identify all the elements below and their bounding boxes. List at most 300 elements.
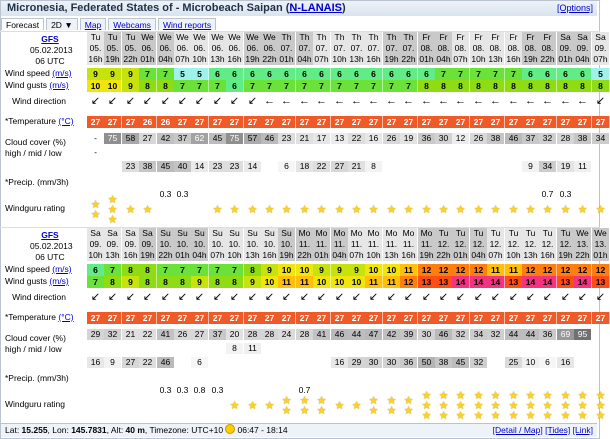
star-icon: ★	[473, 204, 484, 216]
hour-cell: 19h	[419, 250, 434, 260]
star-icon: ★	[595, 400, 606, 412]
star-icon: ★	[90, 199, 101, 211]
detail-map-link[interactable]: [Detail / Map]	[492, 425, 543, 435]
temperature-cell: 27	[592, 116, 610, 128]
hour-cell: 22h	[158, 250, 173, 260]
date-cell: 12.	[487, 239, 504, 250]
date-cell: 12.	[452, 239, 469, 250]
cloud-cover-cell: 37	[209, 329, 226, 340]
wind-speed-cell: 10	[383, 264, 401, 276]
wind-speed-cell: 10	[296, 264, 314, 276]
wind-gust-cell: 11	[278, 276, 296, 288]
rating-stars	[139, 205, 156, 215]
star-icon: ★	[542, 390, 553, 402]
date-cell: 12.	[470, 239, 487, 250]
cloud-cover-cell: 23	[278, 133, 295, 144]
wind-direction-arrow-icon: ←	[316, 95, 327, 107]
wind-speed-cell: 7	[470, 68, 488, 80]
wind-gust-cell: 8	[157, 276, 175, 288]
day-cell: Su	[226, 228, 243, 239]
wind-direction-arrow-icon: ↙	[595, 291, 606, 303]
day-cell: We	[191, 32, 208, 43]
date-cell: 06.	[157, 43, 174, 54]
wind-gust-cell: 7	[313, 80, 331, 92]
cloud-cover-cell: 11	[574, 161, 591, 172]
wind-gust-cell: 7	[278, 80, 296, 92]
star-icon: ★	[473, 390, 484, 402]
star-icon: ★	[473, 400, 484, 412]
star-icon: ★	[508, 410, 519, 422]
wind-speed-cell: 9	[331, 264, 349, 276]
cloud-cover-cell: 69	[557, 329, 574, 340]
star-icon: ★	[560, 390, 571, 402]
temperature-cell: 27	[122, 312, 140, 324]
cloud-cover-cell: 44	[522, 329, 539, 340]
wind-direction-arrow-icon: ←	[403, 95, 414, 107]
model-link[interactable]: GFS	[41, 230, 59, 240]
title-bar	[1, 1, 597, 16]
wind-gust-cell: 9	[244, 276, 262, 288]
star-icon: ★	[455, 410, 466, 422]
model-run: 06 UTC	[35, 252, 65, 262]
wind-speed-cell: 6	[383, 68, 401, 80]
day-cell: Mo	[296, 228, 313, 239]
cloud-cover-cell: 29	[348, 357, 365, 368]
cloud-cover-cell: 62	[191, 133, 208, 144]
temperature-cell: 27	[365, 116, 383, 128]
star-icon: ★	[125, 204, 136, 216]
temperature-label: *Temperature (°C)	[5, 116, 74, 126]
rating-stars	[505, 391, 522, 421]
wind-speed-cell: 6	[226, 68, 244, 80]
day-cell: Fr	[522, 32, 539, 43]
wind-speed-cell: 5	[592, 68, 610, 80]
cloud-cover-cell: 75	[226, 133, 243, 144]
temperature-cell: 27	[278, 312, 296, 324]
rating-stars	[261, 401, 278, 411]
tab-forecast[interactable]: Forecast	[1, 18, 44, 30]
rating-stars	[418, 391, 435, 421]
hour-cell: 07h	[175, 54, 190, 64]
temperature-cell: 27	[313, 312, 331, 324]
wind-gust-cell: 13	[505, 276, 523, 288]
wind-direction-arrow-icon: ↙	[142, 95, 153, 107]
temperature-cell: 27	[191, 116, 209, 128]
model-info	[30, 34, 73, 67]
rating-label: Windguru rating	[5, 399, 66, 409]
rating-stars	[522, 391, 539, 421]
cloud-cover-cell: 16	[557, 357, 574, 368]
wind-speed-unit-link[interactable]: (m/s)	[52, 264, 72, 274]
wind-gust-cell: 14	[470, 276, 488, 288]
hour-cell: 01h	[279, 54, 294, 64]
wind-direction-arrow-icon: ←	[351, 95, 362, 107]
hour-cell: 07h	[314, 54, 329, 64]
wind-direction-arrow-icon: ↙	[299, 291, 310, 303]
rating-stars	[539, 205, 556, 215]
date-cell: 08.	[470, 43, 487, 54]
rating-stars	[104, 195, 121, 225]
date-cell: 08.	[522, 43, 539, 54]
wind-direction-arrow-icon: ↙	[177, 95, 188, 107]
cloud-cover-cell: 95	[574, 329, 591, 340]
star-icon: ★	[421, 400, 432, 412]
day-cell: We	[574, 228, 591, 239]
day-cell: Sa	[122, 228, 139, 239]
wind-direction-arrow-icon: ↙	[316, 291, 327, 303]
cloud-cover-cell: 32	[539, 133, 556, 144]
star-icon: ★	[299, 405, 310, 417]
wind-speed-cell: 6	[574, 68, 592, 80]
wind-speed-cell: 7	[191, 264, 209, 276]
wind-gust-cell: 8	[557, 80, 575, 92]
star-icon: ★	[229, 400, 240, 412]
model-link[interactable]: GFS	[41, 34, 59, 44]
rating-stars	[278, 205, 295, 215]
cloud-cover-cell: 46	[261, 133, 278, 144]
temperature-unit-link[interactable]: (°C)	[58, 312, 74, 322]
day-cell: Sa	[592, 32, 609, 43]
date-cell: 06.	[244, 43, 261, 54]
wind-direction-arrow-icon: ↙	[90, 95, 101, 107]
temperature-cell: 27	[522, 312, 540, 324]
temperature-cell: 27	[157, 312, 175, 324]
cloud-cover-cell: 6	[278, 161, 295, 172]
star-icon: ★	[421, 390, 432, 402]
temperature-cell: 27	[348, 116, 366, 128]
day-cell: Th	[365, 32, 382, 43]
wind-direction-arrow-icon: ↙	[386, 291, 397, 303]
wind-direction-arrow-icon: ←	[334, 95, 345, 107]
day-cell: Tu	[122, 32, 139, 43]
tab-2d[interactable]: 2D ▼	[46, 18, 78, 30]
wind-gust-cell: 7	[244, 80, 262, 92]
temperature-cell: 27	[87, 116, 105, 128]
star-icon: ★	[421, 204, 432, 216]
cloud-cover-cell: 32	[487, 329, 504, 340]
wind-speed-cell: 6	[557, 68, 575, 80]
star-icon: ★	[281, 204, 292, 216]
wind-speed-label: Wind speed (m/s)	[5, 264, 72, 274]
tab-wind-reports[interactable]: Wind reports	[158, 18, 216, 30]
wind-gust-cell: 7	[174, 80, 192, 92]
star-icon: ★	[334, 400, 345, 412]
date-cell: 09.	[574, 43, 591, 54]
cloud-cover-cell: 46	[435, 329, 452, 340]
temperature-cell: 27	[87, 312, 105, 324]
wind-speed-cell: 9	[87, 68, 105, 80]
hour-cell: 22h	[575, 250, 590, 260]
date-cell: 11.	[365, 239, 382, 250]
wind-gust-cell: 8	[452, 80, 470, 92]
day-cell: Mo	[348, 228, 365, 239]
rating-label: Windguru rating	[5, 203, 66, 213]
date-cell: 07.	[296, 43, 313, 54]
wind-speed-cell: 6	[348, 68, 366, 80]
date-cell: 08.	[539, 43, 556, 54]
day-cell: Mo	[383, 228, 400, 239]
star-icon: ★	[386, 405, 397, 417]
day-cell: Fr	[470, 32, 487, 43]
temperature-cell: 27	[104, 312, 122, 324]
cloud-cover-cell: 19	[557, 161, 574, 172]
wind-gust-cell: 8	[174, 276, 192, 288]
wind-gust-cell: 10	[313, 276, 331, 288]
day-cell: Tu	[522, 228, 539, 239]
cloud-layers-label: high / mid / low	[5, 148, 62, 158]
rating-stars	[470, 205, 487, 215]
date-cell: 06.	[209, 43, 226, 54]
wind-gust-cell: 8	[418, 80, 436, 92]
block-divider	[0, 227, 600, 228]
wind-speed-cell: 7	[157, 68, 175, 80]
rating-stars	[365, 205, 382, 215]
temperature-cell: 27	[574, 312, 592, 324]
date-cell: 10.	[157, 239, 174, 250]
wind-gusts-unit-link[interactable]: (m/s)	[49, 80, 69, 90]
cloud-cover-cell: -	[94, 133, 97, 143]
precip-cell: 0.3	[559, 189, 572, 199]
wind-speed-unit-link[interactable]: (m/s)	[52, 68, 72, 78]
hour-cell: 22h	[297, 250, 312, 260]
wind-speed-cell: 7	[505, 68, 523, 80]
hour-cell: 13h	[105, 250, 120, 260]
day-cell: Sa	[557, 32, 574, 43]
date-cell: 08.	[452, 43, 469, 54]
wind-direction-arrow-icon: ↙	[194, 95, 205, 107]
date-cell: 12.	[435, 239, 452, 250]
date-cell: 11.	[383, 239, 400, 250]
wind-speed-cell: 6	[539, 68, 557, 80]
day-cell: Tu	[505, 228, 522, 239]
wind-speed-cell: 9	[313, 264, 331, 276]
wind-direction-label: Wind direction	[5, 292, 66, 302]
star-icon: ★	[560, 410, 571, 422]
star-icon: ★	[455, 400, 466, 412]
cloud-cover-cell: 27	[191, 329, 208, 340]
cloud-cover-cell: 16	[331, 357, 348, 368]
cloud-cover-cell: 11	[244, 343, 261, 354]
wind-gust-cell: 11	[296, 276, 314, 288]
options-link[interactable]: [Options]	[556, 3, 593, 13]
star-icon: ★	[455, 390, 466, 402]
tides-link[interactable]: [Tides]	[545, 425, 571, 435]
wind-speed-cell: 7	[157, 264, 175, 276]
hour-cell: 04h	[471, 250, 486, 260]
date-cell: 09.	[104, 239, 121, 250]
wind-gust-cell: 13	[435, 276, 453, 288]
hour-cell: 22h	[262, 54, 277, 64]
rating-stars	[452, 391, 469, 421]
cloud-cover-cell: 27	[331, 161, 348, 172]
hour-cell: 16h	[88, 54, 103, 64]
wind-gusts-label: Wind gusts (m/s)	[5, 276, 69, 286]
link-link[interactable]: [Link]	[572, 425, 593, 435]
star-icon: ★	[368, 204, 379, 216]
wind-gust-cell: 7	[87, 276, 105, 288]
footer-links	[493, 424, 593, 437]
cloud-cover-cell: 10	[522, 357, 539, 368]
star-icon: ★	[490, 204, 501, 216]
star-icon: ★	[107, 204, 118, 216]
rating-stars	[348, 205, 365, 215]
hour-cell: 16h	[401, 250, 416, 260]
wind-direction-arrow-icon: ←	[542, 95, 553, 107]
wind-direction-arrow-icon: ←	[438, 95, 449, 107]
wind-direction-arrow-icon: ↙	[107, 291, 118, 303]
hour-cell: 13h	[384, 250, 399, 260]
temperature-cell: 27	[418, 116, 436, 128]
cloud-cover-cell: 34	[470, 329, 487, 340]
precip-cell: 0.3	[211, 385, 224, 395]
temperature-cell: 27	[574, 116, 592, 128]
wind-speed-cell: 8	[139, 264, 157, 276]
cloud-cover-cell: 44	[348, 329, 365, 340]
cloud-cover-cell: 21	[122, 329, 139, 340]
wind-speed-cell: 6	[209, 68, 227, 80]
spot-link[interactable]: N-LANAIS	[289, 2, 342, 14]
wind-gust-cell: 7	[191, 80, 209, 92]
wind-direction-arrow-icon: ←	[490, 95, 501, 107]
wind-direction-arrow-icon: ↙	[421, 291, 432, 303]
rating-stars	[400, 396, 417, 416]
date-cell: 11.	[418, 239, 435, 250]
day-cell: Tu	[539, 228, 556, 239]
rating-stars	[487, 391, 504, 421]
rating-stars	[244, 401, 261, 411]
day-cell: Sa	[139, 228, 156, 239]
day-cell: Th	[296, 32, 313, 43]
date-cell: 08.	[418, 43, 435, 54]
star-icon: ★	[403, 405, 414, 417]
wind-direction-arrow-icon: ↙	[560, 291, 571, 303]
rating-stars	[296, 396, 313, 416]
star-icon: ★	[90, 209, 101, 221]
hour-cell: 13h	[349, 54, 364, 64]
hour-cell: 01h	[140, 54, 155, 64]
temperature-cell: 27	[452, 116, 470, 128]
wind-direction-arrow-icon: ←	[421, 95, 432, 107]
cloud-cover-cell: 26	[470, 133, 487, 144]
star-icon: ★	[107, 214, 118, 226]
tab-webcams[interactable]: Webcams	[108, 18, 156, 30]
cloud-cover-cell: 32	[104, 329, 121, 340]
star-icon: ★	[542, 400, 553, 412]
temperature-cell: 27	[209, 312, 227, 324]
wind-gust-cell: 10	[261, 276, 279, 288]
temperature-cell: 27	[487, 312, 505, 324]
star-icon: ★	[560, 400, 571, 412]
temperature-cell: 27	[313, 116, 331, 128]
wind-speed-cell: 12	[557, 264, 575, 276]
day-cell: Fr	[418, 32, 435, 43]
date-cell: 07.	[400, 43, 417, 54]
star-icon: ★	[264, 400, 275, 412]
cloud-cover-cell: 41	[313, 329, 330, 340]
day-cell: We	[157, 32, 174, 43]
cloud-cover-cell: 30	[418, 329, 435, 340]
date-cell: 08.	[435, 43, 452, 54]
wind-speed-cell: 9	[104, 68, 122, 80]
cloud-cover-cell: 50	[418, 357, 435, 368]
hour-cell: 04h	[192, 250, 207, 260]
hour-cell: 07h	[593, 54, 608, 64]
wind-gusts-unit-link[interactable]: (m/s)	[49, 276, 69, 286]
hour-cell: 19h	[279, 250, 294, 260]
star-icon: ★	[595, 390, 606, 402]
star-icon: ★	[490, 410, 501, 422]
hour-cell: 04h	[297, 54, 312, 64]
date-cell: 11.	[348, 239, 365, 250]
wind-direction-arrow-icon: ↙	[490, 291, 501, 303]
cloud-cover-cell: 22	[139, 329, 156, 340]
rating-stars	[470, 391, 487, 421]
wind-gust-cell: 8	[522, 80, 540, 92]
temperature-unit-link[interactable]: (°C)	[58, 116, 74, 126]
star-icon: ★	[438, 410, 449, 422]
day-cell: Fr	[487, 32, 504, 43]
rating-stars	[209, 205, 226, 215]
hour-cell: 10h	[192, 54, 207, 64]
wind-direction-arrow-icon: ←	[473, 95, 484, 107]
wind-direction-arrow-icon: ←	[386, 95, 397, 107]
wind-speed-cell: 6	[244, 68, 262, 80]
wind-speed-cell: 8	[244, 264, 262, 276]
day-cell: Su	[278, 228, 295, 239]
wind-gust-cell: 8	[104, 276, 122, 288]
wind-direction-arrow-icon: ↙	[577, 291, 588, 303]
temperature-cell: 27	[470, 312, 488, 324]
wind-speed-cell: 12	[470, 264, 488, 276]
hour-cell: 04h	[332, 250, 347, 260]
cloud-cover-cell: 17	[313, 133, 330, 144]
cloud-cover-cell: 22	[139, 357, 156, 368]
date-cell: 13.	[592, 239, 609, 250]
cloud-cover-cell: -	[94, 147, 97, 157]
cloud-cover-cell: 42	[383, 329, 400, 340]
temperature-cell: 27	[557, 116, 575, 128]
star-icon: ★	[490, 400, 501, 412]
rating-stars	[435, 391, 452, 421]
hour-cell: 22h	[436, 250, 451, 260]
hour-cell: 01h	[314, 250, 329, 260]
rating-stars	[261, 205, 278, 215]
tab-map[interactable]: Map	[80, 18, 107, 30]
star-icon: ★	[229, 204, 240, 216]
temperature-cell: 27	[191, 312, 209, 324]
date-cell: 11.	[331, 239, 348, 250]
hour-cell: 01h	[558, 54, 573, 64]
wind-direction-arrow-icon: ↙	[229, 291, 240, 303]
star-icon: ★	[368, 395, 379, 407]
rating-stars	[348, 401, 365, 411]
hour-cell: 22h	[123, 54, 138, 64]
day-cell: Su	[157, 228, 174, 239]
day-cell: We	[592, 228, 609, 239]
temperature-cell: 27	[365, 312, 383, 324]
wind-speed-cell: 6	[400, 68, 418, 80]
cloud-cover-cell: 34	[539, 161, 556, 172]
cloud-cover-cell: 28	[557, 133, 574, 144]
star-icon: ★	[577, 390, 588, 402]
wind-gust-cell: 14	[574, 276, 592, 288]
star-icon: ★	[316, 405, 327, 417]
wind-gust-cell: 7	[261, 80, 279, 92]
hour-cell: 16h	[227, 54, 242, 64]
day-cell: We	[244, 32, 261, 43]
location-info: Lat: 15.255, Lon: 145.7831, Alt: 40 m, Timezone: UTC+10 06:47 - 18:14	[5, 425, 288, 435]
cloud-cover-cell: 38	[487, 133, 504, 144]
